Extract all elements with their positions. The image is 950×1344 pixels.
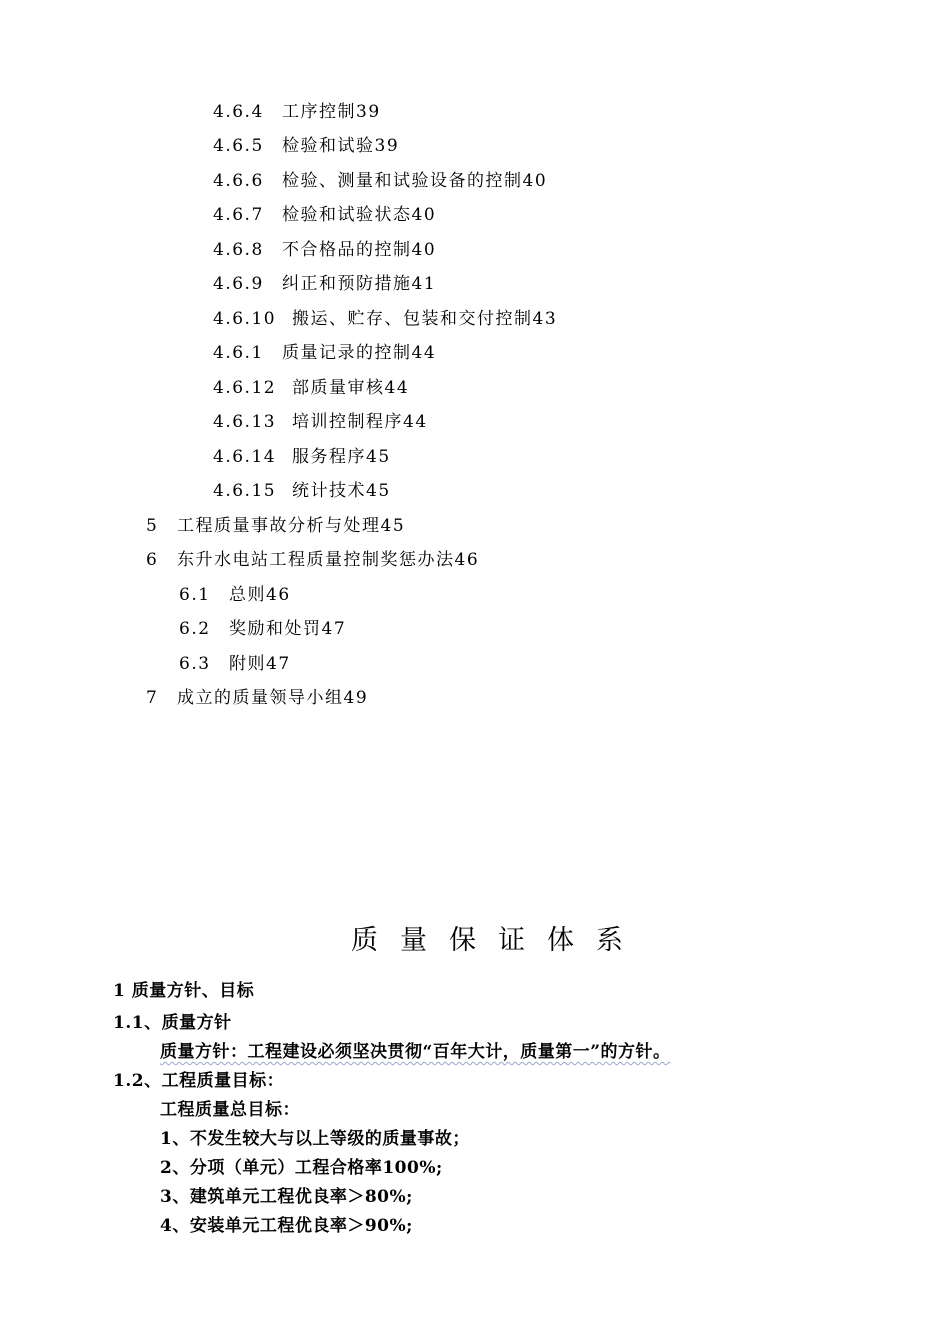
toc-text: 工程质量事故分析与处理45 [177,516,406,536]
toc-text: 检验和试验状态40 [282,205,437,225]
toc-number: 5 [146,516,159,536]
toc-entry[interactable] [179,584,291,606]
toc-entry[interactable] [213,446,391,468]
toc-text: 部质量审核44 [292,378,410,398]
toc-entry[interactable] [179,618,346,640]
toc-number: 6.2 [179,619,211,639]
toc-entry[interactable] [179,653,291,675]
toc-text: 奖励和处罚47 [229,619,347,639]
toc-number: 6.3 [179,654,211,674]
toc-entry[interactable] [213,135,399,157]
toc-number: 6.1 [179,585,211,605]
page-title: 质量保证体系 [351,925,645,956]
toc-entry[interactable] [213,342,436,364]
goal-heading: 工程质量总目标： [160,1100,300,1120]
toc-number: 4.6.5 [213,136,264,156]
toc-text: 统计技术45 [292,481,391,501]
toc-text: 服务程序45 [292,447,391,467]
toc-text: 检验和试验39 [282,136,400,156]
toc-text: 检验、测量和试验设备的控制40 [282,171,548,191]
goal-item: 3、建筑单元工程优良率＞80%; [160,1187,413,1207]
toc-number: 4.6.7 [213,205,264,225]
toc-entry[interactable] [213,170,547,192]
toc-number: 4.6.12 [213,378,277,398]
toc-text: 工序控制39 [282,102,381,122]
toc-entry[interactable] [213,101,381,123]
toc-number: 4.6.6 [213,171,264,191]
toc-entry[interactable] [213,204,436,226]
quality-policy-text: 质量方针：工程建设必须坚决贯彻“百年大计，质量第一”的方针。 [160,1042,671,1062]
toc-number: 4.6.15 [213,481,277,501]
toc-entry[interactable] [213,273,436,295]
goal-item: 4、安装单元工程优良率＞90%; [160,1216,413,1236]
toc-text: 附则47 [229,654,291,674]
toc-number: 4.6.1 [213,343,264,363]
toc-entry[interactable] [213,308,557,330]
section-heading-1-2: 1.2、工程质量目标： [113,1071,285,1091]
toc-text: 质量记录的控制44 [282,343,437,363]
goal-item: 1、不发生较大与以上等级的质量事故； [160,1129,470,1149]
toc-entry[interactable] [213,377,409,399]
toc-entry[interactable] [146,549,479,571]
toc-number: 4.6.9 [213,274,264,294]
toc-text: 东升水电站工程质量控制奖惩办法46 [177,550,480,570]
section-heading-1: 1 质量方针、目标 [113,981,255,1001]
toc-entry[interactable] [146,515,405,537]
toc-entry[interactable] [213,411,428,433]
toc-text: 成立的质量领导小组49 [177,688,369,708]
toc-number: 4.6.14 [213,447,277,467]
toc-number: 4.6.8 [213,240,264,260]
toc-text: 搬运、贮存、包装和交付控制43 [292,309,558,329]
goal-item: 2、分项（单元）工程合格率100%; [160,1158,443,1178]
toc-entry[interactable] [213,239,436,261]
toc-text: 纠正和预防措施41 [282,274,437,294]
section-heading-1-1: 1.1、质量方针 [113,1013,232,1033]
toc-text: 不合格品的控制40 [282,240,437,260]
toc-entry[interactable] [146,687,368,709]
toc-text: 培训控制程序44 [292,412,428,432]
toc-number: 7 [146,688,159,708]
toc-number: 4.6.10 [213,309,277,329]
toc-number: 4.6.13 [213,412,277,432]
toc-text: 总则46 [229,585,291,605]
toc-number: 6 [146,550,159,570]
toc-entry[interactable] [213,480,391,502]
toc-number: 4.6.4 [213,102,264,122]
